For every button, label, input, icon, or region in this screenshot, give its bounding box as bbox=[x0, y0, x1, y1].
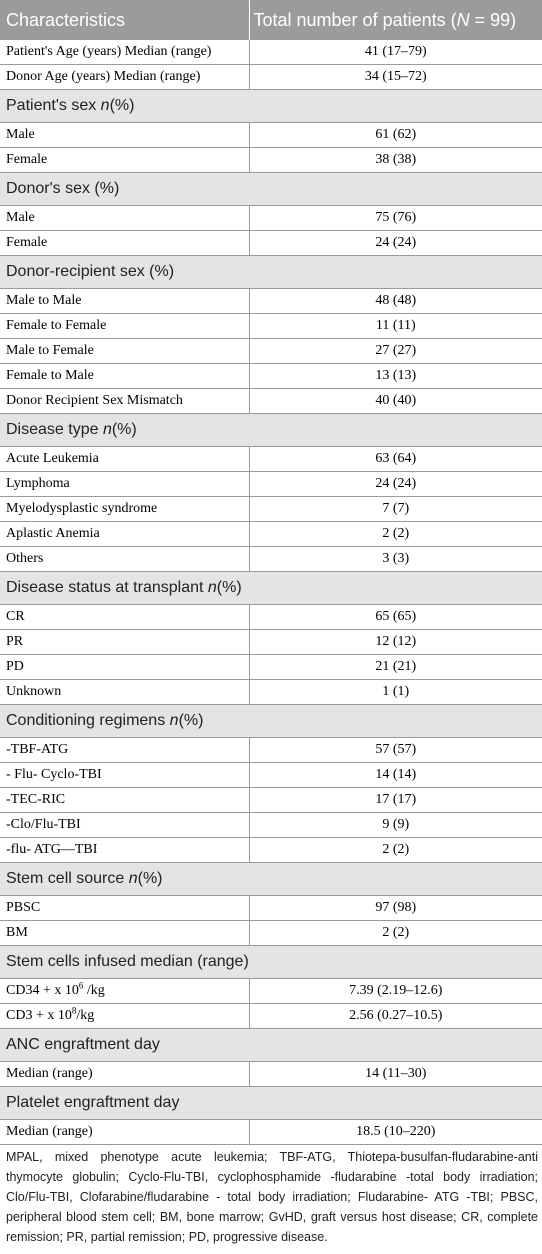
row-value: 2 (2) bbox=[249, 921, 542, 946]
table-row bbox=[0, 655, 542, 680]
table-row bbox=[0, 231, 542, 256]
table-row bbox=[0, 522, 542, 547]
row-label: CR bbox=[0, 605, 249, 630]
header-total-patients: Total number of patients (N = 99) bbox=[249, 0, 542, 40]
row-value: 17 (17) bbox=[249, 788, 542, 813]
row-label: Female to Female bbox=[0, 314, 249, 339]
table-header-row bbox=[0, 0, 542, 40]
row-value: 38 (38) bbox=[249, 148, 542, 173]
row-label: Donor Age (years) Median (range) bbox=[0, 65, 249, 90]
table-row bbox=[0, 206, 542, 231]
header-characteristics: Characteristics bbox=[0, 0, 249, 40]
row-label: Male to Female bbox=[0, 339, 249, 364]
table-row bbox=[0, 364, 542, 389]
table-row bbox=[0, 40, 542, 65]
table-row bbox=[0, 680, 542, 705]
section-header-conditioning-regimens: Conditioning regimens n(%) bbox=[0, 705, 542, 738]
table-row bbox=[0, 65, 542, 90]
table-row bbox=[0, 447, 542, 472]
row-value: 21 (21) bbox=[249, 655, 542, 680]
row-label: -TEC-RIC bbox=[0, 788, 249, 813]
row-value: 27 (27) bbox=[249, 339, 542, 364]
row-label: Female bbox=[0, 231, 249, 256]
table-row bbox=[0, 838, 542, 863]
row-value: 7 (7) bbox=[249, 497, 542, 522]
table-row bbox=[0, 339, 542, 364]
row-label: PD bbox=[0, 655, 249, 680]
row-label: Lymphoma bbox=[0, 472, 249, 497]
row-value: 1 (1) bbox=[249, 680, 542, 705]
row-label: PR bbox=[0, 630, 249, 655]
row-value: 2.56 (0.27–10.5) bbox=[249, 1004, 542, 1029]
section-header-stem-cell-source: Stem cell source n(%) bbox=[0, 863, 542, 896]
section-header-patient-sex: Patient's sex n(%) bbox=[0, 90, 542, 123]
row-label: Male bbox=[0, 123, 249, 148]
row-value: 65 (65) bbox=[249, 605, 542, 630]
table-row bbox=[0, 763, 542, 788]
row-value: 18.5 (10–220) bbox=[249, 1120, 542, 1145]
row-label: -flu- ATG—TBI bbox=[0, 838, 249, 863]
row-value: 41 (17–79) bbox=[249, 40, 542, 65]
table-row bbox=[0, 289, 542, 314]
section-header-platelet-engraftment: Platelet engraftment day bbox=[0, 1087, 542, 1120]
row-label: Male to Male bbox=[0, 289, 249, 314]
table-row bbox=[0, 497, 542, 522]
row-value: 75 (76) bbox=[249, 206, 542, 231]
row-label: BM bbox=[0, 921, 249, 946]
section-header-disease-type: Disease type n(%) bbox=[0, 414, 542, 447]
row-label: PBSC bbox=[0, 896, 249, 921]
row-value: 40 (40) bbox=[249, 389, 542, 414]
table-row bbox=[0, 921, 542, 946]
table-row bbox=[0, 979, 542, 1004]
table-row bbox=[0, 547, 542, 572]
row-label: - Flu- Cyclo-TBI bbox=[0, 763, 249, 788]
table-row bbox=[0, 314, 542, 339]
row-label: Female to Male bbox=[0, 364, 249, 389]
section-header-disease-status: Disease status at transplant n(%) bbox=[0, 572, 542, 605]
table-row bbox=[0, 472, 542, 497]
row-value: 34 (15–72) bbox=[249, 65, 542, 90]
row-label: CD3 + x $10^8/kg$ bbox=[0, 1004, 249, 1029]
row-value: 57 (57) bbox=[249, 738, 542, 763]
row-label: Female bbox=[0, 148, 249, 173]
table-row bbox=[0, 389, 542, 414]
table-row bbox=[0, 813, 542, 838]
row-value: 2 (2) bbox=[249, 838, 542, 863]
row-value: 97 (98) bbox=[249, 896, 542, 921]
row-value: 13 (13) bbox=[249, 364, 542, 389]
row-value: 7.39 (2.19–12.6) bbox=[249, 979, 542, 1004]
section-header-anc-engraftment: ANC engraftment day bbox=[0, 1029, 542, 1062]
table-row bbox=[0, 1120, 542, 1145]
row-label: Aplastic Anemia bbox=[0, 522, 249, 547]
row-label: Median (range) bbox=[0, 1062, 249, 1087]
row-label: Male bbox=[0, 206, 249, 231]
row-label: CD34 + x $10^6$ /kg bbox=[0, 979, 249, 1004]
row-label: Acute Leukemia bbox=[0, 447, 249, 472]
row-value: 14 (14) bbox=[249, 763, 542, 788]
table-row bbox=[0, 896, 542, 921]
table-row bbox=[0, 788, 542, 813]
row-value: 61 (62) bbox=[249, 123, 542, 148]
table-row bbox=[0, 1062, 542, 1087]
table-row bbox=[0, 605, 542, 630]
table-row bbox=[0, 148, 542, 173]
row-value: 9 (9) bbox=[249, 813, 542, 838]
row-label: Patient's Age (years) Median (range) bbox=[0, 40, 249, 65]
row-value: 12 (12) bbox=[249, 630, 542, 655]
row-label: -TBF-ATG bbox=[0, 738, 249, 763]
row-value: 48 (48) bbox=[249, 289, 542, 314]
section-header-donor-sex: Donor's sex (%) bbox=[0, 173, 542, 206]
row-value: 2 (2) bbox=[249, 522, 542, 547]
row-value: 63 (64) bbox=[249, 447, 542, 472]
row-value: 24 (24) bbox=[249, 231, 542, 256]
row-label: Others bbox=[0, 547, 249, 572]
table-row bbox=[0, 123, 542, 148]
table-row bbox=[0, 630, 542, 655]
row-label: Median (range) bbox=[0, 1120, 249, 1145]
row-label: Unknown bbox=[0, 680, 249, 705]
row-label: Donor Recipient Sex Mismatch bbox=[0, 389, 249, 414]
table-row bbox=[0, 1004, 542, 1029]
section-header-donor-recipient-sex: Donor-recipient sex (%) bbox=[0, 256, 542, 289]
row-value: 24 (24) bbox=[249, 472, 542, 497]
row-label: -Clo/Flu-TBI bbox=[0, 813, 249, 838]
row-value: 3 (3) bbox=[249, 547, 542, 572]
row-value: 11 (11) bbox=[249, 314, 542, 339]
row-value: 14 (11–30) bbox=[249, 1062, 542, 1087]
table-footnote: MPAL, mixed phenotype acute leukemia; TBF-ATG, Thiotepa-busulfan-fludarabine-anti thymocyte globulin; Cyclo-Flu-TBI, cyclophosphamide -fludarabine -total body irradiation; Clo/Flu-TBI, Clofarabine/fludarabine - total body irradiation; Fludarabine- ATG -TBI; PBSC, peripheral blood stem cell; BM, bone marrow; GvHD, graft versus host disease; CR, complete remission; PR, partial remission; PD, progressive disease. bbox=[6, 1149, 538, 1244]
row-label: Myelodysplastic syndrome bbox=[0, 497, 249, 522]
table-row bbox=[0, 738, 542, 763]
section-header-stem-cells-infused: Stem cells infused median (range) bbox=[0, 946, 542, 979]
